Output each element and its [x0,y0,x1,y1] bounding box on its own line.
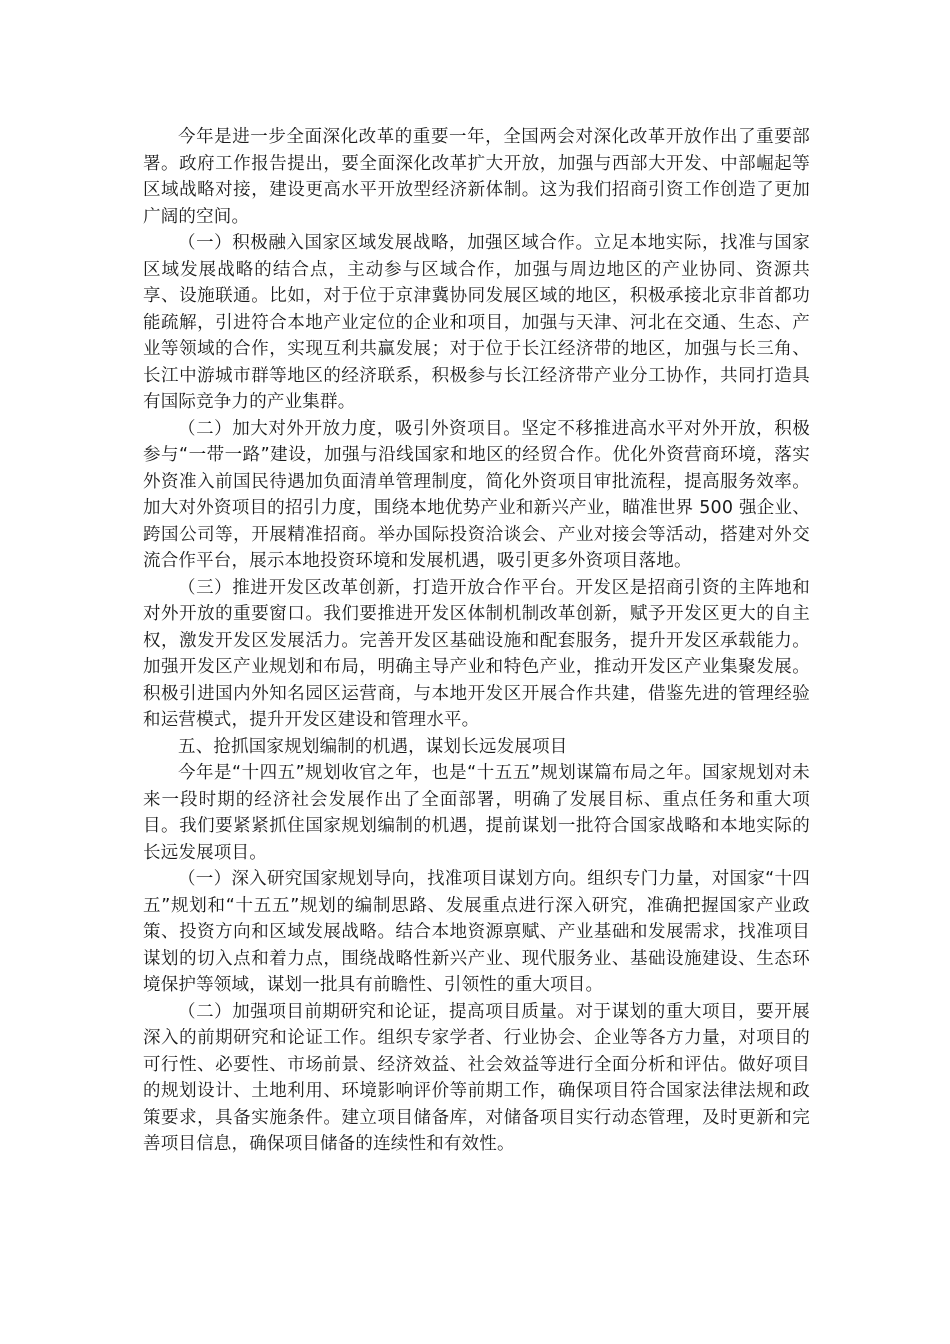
paragraph-opening-up: （二）加大对外开放力度，吸引外资项目。坚定不移推进高水平对外开放，积极参与“一带一路”建设，加强与沿线国家和地区的经贸合作。优化外资营商环境，落实外资准入前国民待遇加负面清单管理制度，简化外资项目审批流程，提高服务效率。加大对外资项目的招引力度，围绕本地优势产业和新兴产业，瞄准世界 500 强企业、跨国公司等，开展精准招商。举办国际投资洽谈会、产业对接会等活动，搭建对外交流合作平台，展示本地投资环境和发展机遇，吸引更多外资项目落地。 [143,418,810,571]
paragraph-planning-research: （一）深入研究国家规划导向，找准项目谋划方向。组织专门力量，对国家“十四五”规划和“十五五”规划的编制思路、发展重点进行深入研究，准确把握国家产业政策、投资方向和区域发展战略。结合本地资源禀赋、产业基础和发展需求，找准项目谋划的切入点和着力点，围绕战略性新兴产业、现代服务业、基础设施建设、生态环境保护等领域，谋划一批具有前瞻性、引领性的重大项目。 [143,869,810,995]
section-heading-five: 五、抢抓国家规划编制的机遇，谋划长远发展项目 [178,736,568,757]
paragraph-planning-intro: 今年是“十四五”规划收官之年，也是“十五五”规划谋篇布局之年。国家规划对未来一段时期的经济社会发展作出了全面部署，明确了发展目标、重点任务和重大项目。我们要紧紧抓住国家规划编制的机遇，提前谋划一批符合国家战略和本地实际的长远发展项目。 [143,763,810,863]
paragraph-intro: 今年是进一步全面深化改革的重要一年，全国两会对深化改革开放作出了重要部署。政府工作报告提出，要全面深化改革扩大开放，加强与西部大开发、中部崛起等区域战略对接，建设更高水平开放型经济新体制。这为我们招商引资工作创造了更加广阔的空间。 [143,127,810,227]
paragraph-development-zone: （三）推进开发区改革创新，打造开放合作平台。开发区是招商引资的主阵地和对外开放的重要窗口。我们要推进开发区体制机制改革创新，赋予开发区更大的自主权，激发开发区发展活力。完善开发区基础设施和配套服务，提升开发区承载能力。加强开发区产业规划和布局，明确主导产业和特色产业，推动开发区产业集聚发展。积极引进国内外知名园区运营商，与本地开发区开展合作共建，借鉴先进的管理经验和运营模式，提升开发区建设和管理水平。 [143,577,810,730]
paragraph-project-preparation: （二）加强项目前期研究和论证，提高项目质量。对于谋划的重大项目，要开展深入的前期研究和论证工作。组织专家学者、行业协会、企业等各方力量，对项目的可行性、必要性、市场前景、经济效益、社会效益等进行全面分析和评估。做好项目的规划设计、土地利用、环境影响评价等前期工作，确保项目符合国家法律法规和政策要求，具备实施条件。建立项目储备库，对储备项目实行动态管理，及时更新和完善项目信息，确保项目储备的连续性和有效性。 [143,1001,810,1154]
paragraph-regional-strategy: （一）积极融入国家区域发展战略，加强区域合作。立足本地实际，找准与国家区域发展战略的结合点，主动参与区域合作，加强与周边地区的产业协同、资源共享、设施联通。比如，对于位于京津冀协同发展区域的地区，积极承接北京非首都功能疏解，引进符合本地产业定位的企业和项目，加强与天津、河北在交通、生态、产业等领域的合作，实现互利共赢发展；对于位于长江经济带的地区，加强与长三角、长江中游城市群等地区的经济联系，积极参与长江经济带产业分工协作，共同打造具有国际竞争力的产业集群。 [143,233,810,412]
document-body [143,124,810,1158]
